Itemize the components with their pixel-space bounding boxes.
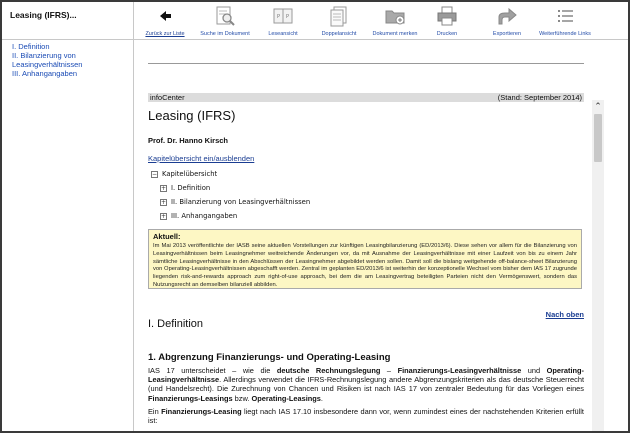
tree-root-label: Kapitelübersicht [162,170,218,178]
document-title: Leasing (IFRS) [148,108,236,123]
expand-icon[interactable]: + [161,184,167,192]
bookmark-document-icon [384,5,406,27]
stand-date: (Stand: September 2014) [497,93,582,102]
news-box-text: Im Mai 2013 veröffentlichte der IASB seine aktuellen Vorstellungen zur künftigen Leasingbilanzierung (ED/2013/6). Diese sehen vor allem für die Bilanzierung von Leasingverhältnissen beim Leasingnehmer weitreichende Änderungen vor, da mit Ausnahme der Leasingverhältnisse mit einer Laufzeit von bis zu einem Jahr sämtliche Leasingverhältnisse in den Abschlüssen der Leasingnehmer abgebildet werden sollen. Damit soll die bislang weitgehende off-balance-sheet Bilanzierung von Operating-Leasingverhältnissen abgeschafft werden. Zentral im geplanten ED/2013/6 ist weiterhin der konzeptionelle Wechsel vom bisher dem IAS 17 zugrunde liegenden risk-and-rewards approach zum right-of-use approach, bei dem die am Leasingvertrag beteiligten Parteien nicht den Vermögenswert, sondern das Nutzungsrecht an demselben bilanziell abbilden. [153,243,577,288]
document-page [148,40,584,431]
bookmark-document-button[interactable] [370,5,420,37]
search-document-label: Suche im Dokument [200,31,250,37]
paragraph-1: IAS 17 unterscheidet – wie die deutsche Rechnungslegung – Finanzierungs-Leasingverhältnisse und Operating-Leasingverhältnisse. Allerdings verwendet die IFRS-Rechnungslegung andere Abgrenzungskriterien als das deutsche Steuerrecht (und Handelsrecht). Die Zurechnung von Chancen und Risiken ist nach IAS 17 von zentraler Bedeutung für das Vorliegen eines Finanzierungs-Leasings bzw. Operating-Leasings. [148,366,585,403]
tree-item-bilanzierung[interactable] [160,198,310,206]
left-pane-divider [2,39,133,40]
further-links-label: Weiterführende Links [539,31,591,37]
further-links-button[interactable] [534,5,596,37]
toc-item-definition[interactable]: I. Definition [12,42,50,51]
tree-item-anhangangaben[interactable] [160,212,237,220]
collapse-icon[interactable]: − [152,170,158,178]
info-center-label: infoCenter [150,93,185,102]
tree-item-definition[interactable] [160,184,210,192]
page-divider [148,63,584,64]
print-button[interactable] [434,5,460,37]
scroll-thumb[interactable] [594,114,602,162]
export-icon [496,5,518,27]
double-view-label: Doppelansicht [321,31,357,37]
info-bar [148,93,584,102]
print-label: Drucken [436,31,458,37]
links-list-icon [554,5,576,27]
expand-icon[interactable]: + [161,198,167,206]
print-icon [436,5,458,27]
subsection-title: 1. Abgrenzung Finanzierungs- und Operating-Leasing [148,352,391,363]
export-button[interactable] [489,5,525,37]
reading-view-label: Leseansicht [268,31,298,37]
export-label: Exportieren [492,31,522,37]
toc-list [12,42,130,78]
bookmark-document-label: Dokument merken [372,31,418,37]
back-to-list-button[interactable] [142,5,188,37]
ias-reference-link[interactable]: liegt nach IAS 17.10 [241,407,312,416]
back-to-top-link[interactable]: Nach oben [545,310,584,319]
vertical-scrollbar[interactable] [592,100,604,431]
double-view-button[interactable] [317,5,361,37]
double-view-icon [328,5,350,27]
toc-item-bilanzierung[interactable]: II. Bilanzierung von Leasingverhältnissen [12,51,83,69]
toc-item-anhangangaben[interactable]: III. Anhangangaben [12,69,78,78]
chapter-overview-toggle-link[interactable]: Kapitelübersicht ein/ausblenden [148,154,255,163]
ias-reference-link[interactable]: IAS 17 [148,366,175,375]
document-pane [134,40,628,431]
tree-item-label: III. Anhangangaben [171,212,238,220]
svg-text:P: P [285,14,290,20]
paragraph-2: Ein Finanzierungs-Leasing liegt nach IAS 17.10 insbesondere dann vor, wenn zumindest eines der nachstehenden Kriterien erfüllt ist: [148,407,584,426]
svg-text:P: P [276,14,281,20]
news-box-heading: Aktuell: [153,232,181,241]
expand-icon[interactable]: + [161,212,167,220]
section-title: I. Definition [148,318,204,330]
toolbar [134,2,628,40]
news-box [148,229,582,289]
left-pane [2,2,134,431]
scroll-up-arrow-icon[interactable]: ⌃ [594,101,602,111]
tree-item-label: II. Bilanzierung von Leasingverhältnissen [171,198,311,206]
author: Prof. Dr. Hanno Kirsch [148,136,229,145]
reading-view-icon [272,5,294,27]
left-pane-title: Leasing (IFRS)... [10,10,77,20]
reading-view-button[interactable] [263,5,303,37]
tree-item-label: I. Definition [171,184,211,192]
search-document-button[interactable] [197,5,253,37]
back-arrow-icon [154,5,176,27]
back-to-list-label: Zurück zur Liste [145,31,185,37]
tree-root[interactable] [151,170,217,178]
search-document-icon [214,5,236,27]
